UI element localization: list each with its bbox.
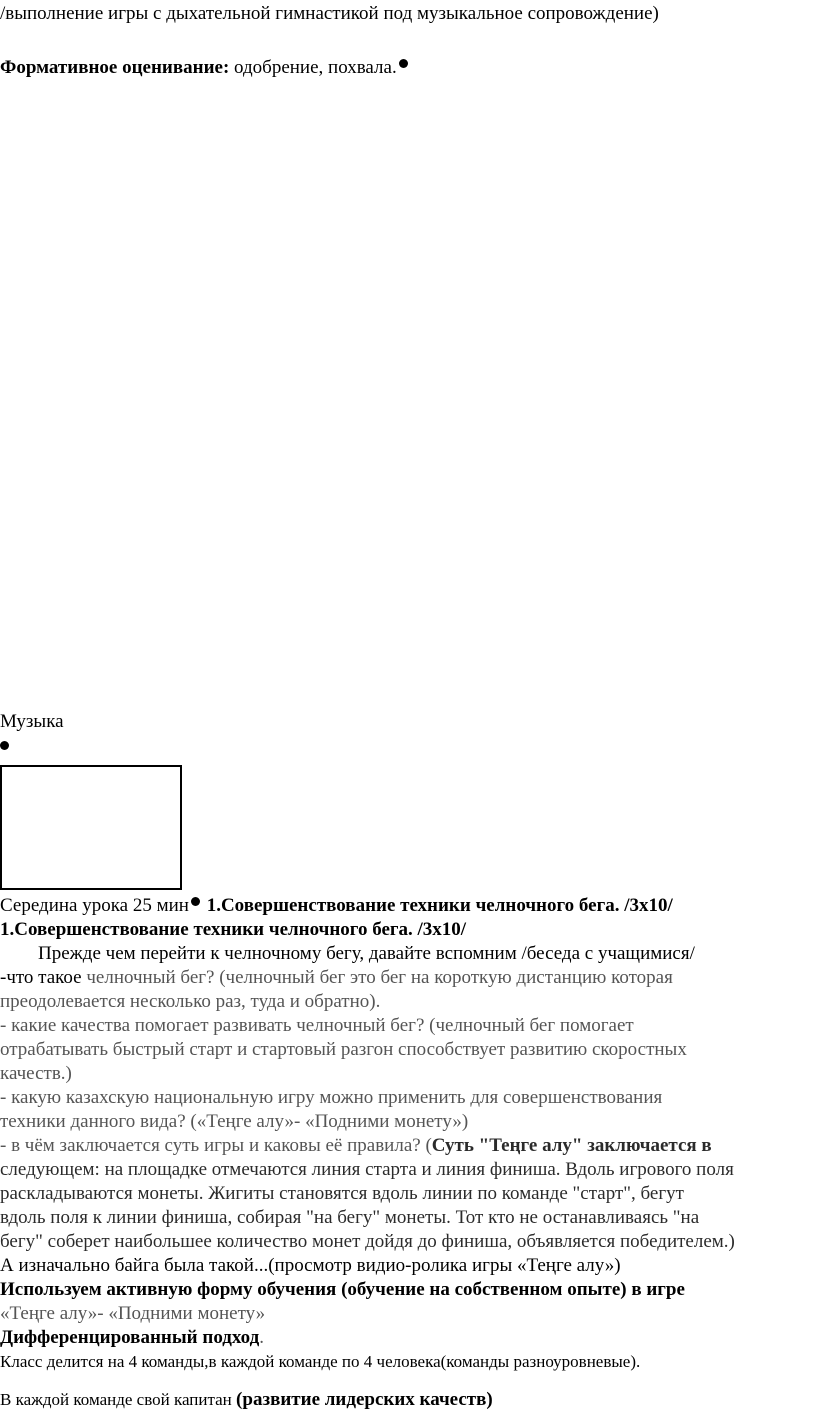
captain-line	[0, 1388, 493, 1412]
question-1-cont: преодолевается несколько раз, туда и обратно).	[0, 991, 381, 1012]
assessment-text: одобрение, похвала.	[229, 57, 397, 78]
active-form-text: Используем активную форму обучения (обучение на собственном опыте) в игре	[0, 1279, 685, 1300]
question-4	[0, 1134, 712, 1158]
bullet-icon	[191, 897, 200, 906]
empty-frame	[0, 765, 182, 890]
captain-bold: (развитие лидерских качеств)	[236, 1389, 493, 1410]
question-3: - какую казахскую национальную игру можно применить для совершенствования	[0, 1087, 663, 1108]
question-1	[0, 966, 673, 990]
text-line: /выполнение игры с дыхательной гимнастикой под музыкальное сопровождение)	[0, 3, 659, 24]
middle-line	[0, 894, 673, 918]
diff-dot: .	[259, 1327, 264, 1348]
assessment-label: Формативное оценивание:	[0, 57, 230, 78]
question-4-bold: Суть "Теңге алу" заключается в	[431, 1135, 712, 1156]
intro-line: Прежде чем перейти к челночному бегу, давайте вспомним /беседа с учащимися/	[38, 943, 695, 964]
section-title-repeat	[0, 918, 466, 942]
question-4-cont: следующем: на площадке отмечаются линия старта и линия финиша. Вдоль игрового поля	[0, 1159, 734, 1180]
section-title-text: 1.Совершенствование техники челночного бега. /3х10/	[0, 919, 467, 940]
question-1-text: челночный бег? (челночный бег это бег на короткую дистанцию которая	[81, 967, 673, 988]
diff-line	[0, 1326, 264, 1350]
teams-line: Класс делится на 4 команды,в каждой команде по 4 человека(команды разноуровневые).	[0, 1352, 641, 1371]
bullet-line	[0, 738, 11, 762]
section-title: 1.Совершенствование техники челночного бега. /3х10/	[201, 895, 673, 916]
question-3-cont: техники данного вида? («Теңге алу»- «Подними монету»)	[0, 1111, 469, 1132]
question-2-cont2: качеств.)	[0, 1063, 72, 1084]
question-2: - какие качества помогает развивать челночный бег? (челночный бег помогает	[0, 1015, 634, 1036]
question-4-cont3: вдоль поля к линии финиша, собирая "на бегу" монеты. Тот кто не останавливаясь "на	[0, 1207, 700, 1228]
diff-label: Дифференцированный подход	[0, 1327, 260, 1348]
question-2-cont: отрабатывать быстрый старт и стартовый разгон способствует развитию скоростных	[0, 1039, 687, 1060]
bullet-icon	[399, 59, 408, 68]
game-name: «Теңге алу»- «Подними монету»	[0, 1303, 266, 1324]
question-4-cont4: бегу" соберет наибольшее количество монет дойдя до финиша, объявляется победителем.)	[0, 1231, 735, 1252]
question-1-lead: -что такое	[0, 967, 82, 988]
active-form-line	[0, 1278, 685, 1302]
music-label: Музыка	[0, 711, 64, 732]
captain-text: В каждой команде свой капитан	[0, 1390, 237, 1409]
assessment-line	[0, 56, 410, 80]
video-line: А изначально байга была такой...(просмотр видио-ролика игры «Теңге алу»)	[0, 1255, 621, 1276]
bullet-icon	[0, 741, 9, 750]
lesson-middle-label: Середина урока 25 мин	[0, 895, 189, 916]
question-4-text: - в чём заключается суть игры и каковы её правила? (	[0, 1135, 432, 1156]
question-4-cont2: раскладываются монеты. Жигиты становятся вдоль линии по команде "старт", бегут	[0, 1183, 684, 1204]
